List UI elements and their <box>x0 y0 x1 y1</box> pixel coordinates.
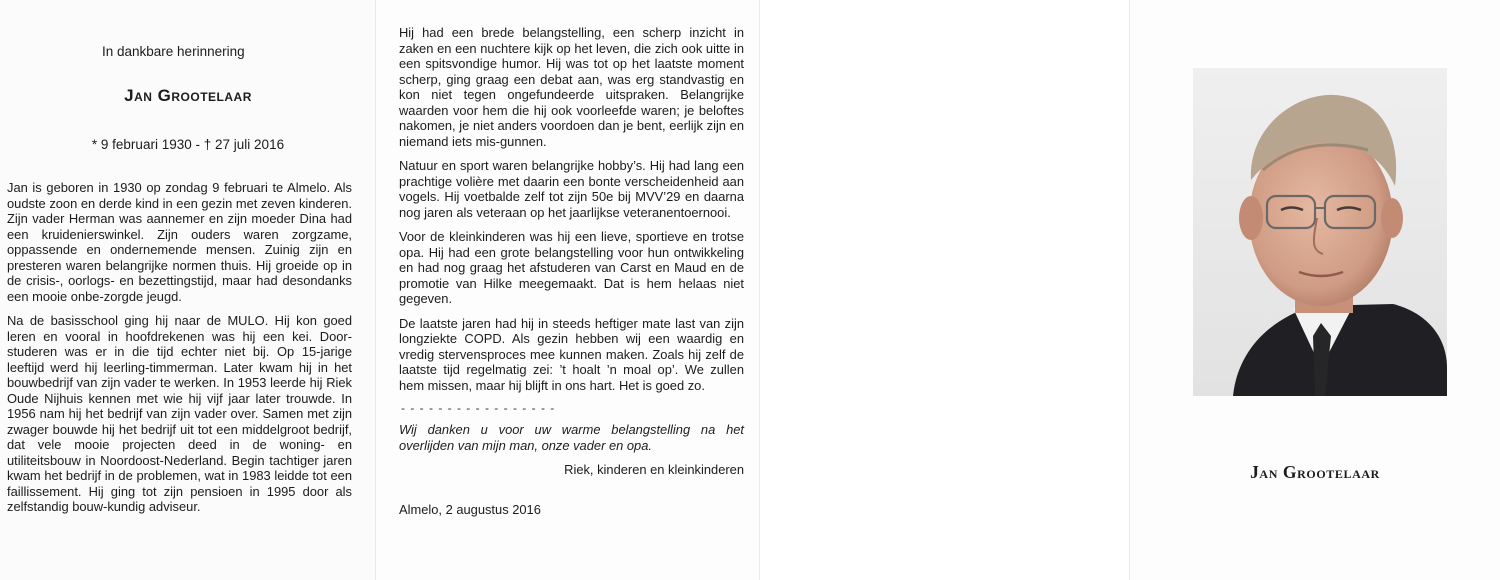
biography-column-right <box>399 25 744 526</box>
biography-paragraph: Natuur en sport waren belangrijke hobby’s. Hij had lang een prachtige volière met daarin een bonte verscheidenheid aan vogels. Hij voetbalde zelf tot zijn 50e bij MVV’29 en daarna nog jaren als veteraan op het jaarlijkse veteranentoernooi. <box>399 158 744 220</box>
inside-left-panel <box>0 0 376 580</box>
biography-paragraph: Jan is geboren in 1930 op zondag 9 februari te Almelo. Als oudste zoon en derde kind in een gezin met zeven kinderen. Zijn vader Herman was aannemer en zijn moeder Dina had een kruidenierswinkel. Zijn ouders waren zorgzame, oppassende en ondernemende mensen. Zuinig zijn en presteren waren belangrijke normen thuis. Hij groeide op in de crisis-, oorlogs- en bezettingstijd, maar had desondanks een mooie onbe-zorgde jeugd. <box>7 180 352 304</box>
portrait-illustration <box>1193 68 1447 396</box>
death-date: † 27 juli 2016 <box>203 137 285 152</box>
blank-back-panel <box>760 0 1130 580</box>
biography-paragraph: De laatste jaren had hij in steeds heftiger mate last van zijn longziekte COPD. Als gezin hebben wij een waardig en vredig stervensproces mee kunnen maken. Zoals hij zelf de laatste tijd regelmatig zei: ’t hoalt ’n moal op’. We zullen hem missen, maar hij blijft in ons hart. Het is goed zo. <box>399 315 744 393</box>
portrait-photo <box>1193 68 1447 396</box>
name-text: Jan Grootelaar <box>124 86 252 105</box>
biography-column-left <box>7 180 352 524</box>
family-signature: Riek, kinderen en kleinkinderen <box>564 462 744 477</box>
biography-paragraph: Voor de kleinkinderen was hij een lieve, sportieve en trotse opa. Hij had een grote belangstelling voor hun ontwikkeling en had nog graag het afstuderen van Carst en Maud en de promotie van Hilke meegemaakt. Dat is hem helaas niet gegeven. <box>399 229 744 306</box>
cover-name-text: Jan Grootelaar <box>1250 462 1380 482</box>
intro-text: In dankbare herinnering <box>102 44 245 59</box>
date-separator: - <box>195 137 200 152</box>
thanks-text: Wij danken u voor uw warme belangstelling na het overlijden van mijn man, onze vader en opa. <box>399 422 744 453</box>
deceased-name <box>0 86 376 106</box>
place-and-date: Almelo, 2 augustus 2016 <box>399 501 541 517</box>
dashed-divider: - - - - - - - - - - - - - - - - - <box>401 401 556 415</box>
cover-name <box>1130 462 1500 483</box>
biography-paragraph: Na de basisschool ging hij naar de MULO. Hij kon goed leren en vooral in hoofdrekenen was hij een kei. Door-studeren was er in die tijd echter niet bij. Op 15-jarige leeftijd werd hij leerling-timmerman. Later kwam hij in het bouwbedrijf van zijn vader te werken. In 1953 leerde hij Riek Oude Nijhuis kennen met wie hij vijf jaar later trouwde. In 1956 nam hij het bedrijf van zijn vader over. Samen met zijn zwager bouwde hij het bedrijf uit tot een middelgroot bedrijf, dat vele mooie projecten deed in de woning- en utiliteitsbouw in Noordoost-Nederland. Begin tachtiger jaren kwam het bedrijf in de problemen, wat in 1983 leidde tot een faillissement. Hij ging tot zijn pensioen in 1995 door als zelfstandig bouw-kundig adviseur. <box>7 313 352 514</box>
life-dates <box>0 137 376 152</box>
biography-paragraph: Hij had een brede belangstelling, een scherp inzicht in zaken en een nuchtere kijk op het leven, die zich ook uitte in een spitsvondige humor. Hij was tot op het laatste moment scherp, ging graag een debat aan, was erg standvastig en kon niet tegen ongefundeerde uitspraken. Belangrijke waarden voor hem die hij ook voorleefde waren; je beloftes nakomen, je niet anders voordoen dan je bent, eerlijk zijn en niemand iets mis-gunnen. <box>399 25 744 149</box>
birth-date: * 9 februari 1930 <box>91 137 192 152</box>
